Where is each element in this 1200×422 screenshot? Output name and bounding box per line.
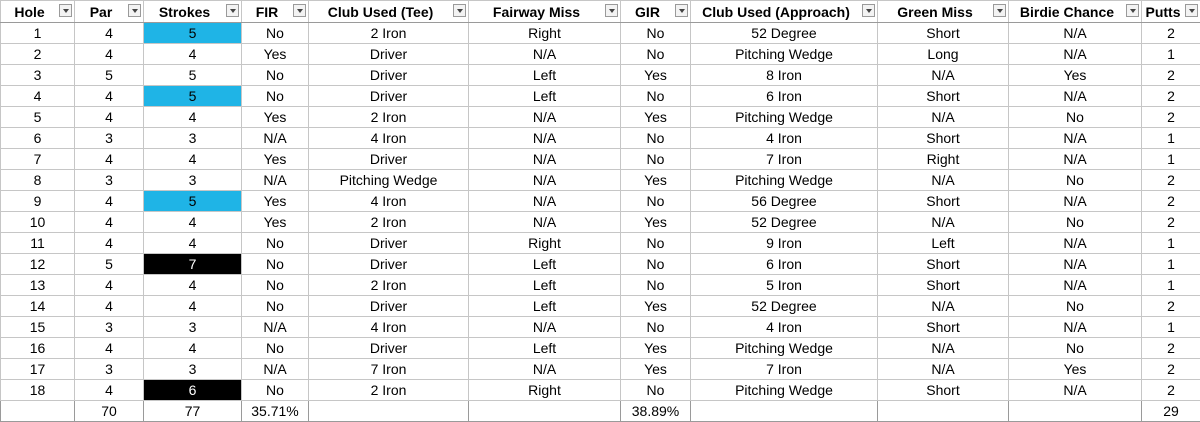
cell-putts[interactable]: 2 xyxy=(1142,170,1200,191)
filter-dropdown-icon[interactable] xyxy=(605,4,618,17)
cell-hole[interactable]: 1 xyxy=(1,23,75,44)
cell-par[interactable]: 3 xyxy=(75,128,144,149)
cell-gir[interactable]: No xyxy=(621,44,691,65)
cell-club_tee[interactable]: Driver xyxy=(309,296,469,317)
cell-fairway_miss[interactable]: N/A xyxy=(469,128,621,149)
header-row xyxy=(1,1,1200,23)
cell-hole[interactable]: 10 xyxy=(1,212,75,233)
cell-club_tee[interactable]: 2 Iron xyxy=(309,212,469,233)
cell-birdie_chance[interactable]: No xyxy=(1009,212,1142,233)
cell-club_tee[interactable]: Driver xyxy=(309,65,469,86)
header-label: Green Miss xyxy=(897,4,988,20)
cell-gir[interactable]: No xyxy=(621,23,691,44)
cell-gir[interactable]: No xyxy=(621,128,691,149)
cell-par[interactable]: 5 xyxy=(75,65,144,86)
cell-birdie_chance[interactable]: N/A xyxy=(1009,23,1142,44)
cell-fairway_miss[interactable]: Left xyxy=(469,338,621,359)
cell-par[interactable]: 4 xyxy=(75,191,144,212)
cell-fairway_miss[interactable]: Right xyxy=(469,233,621,254)
total-green_miss[interactable] xyxy=(878,401,1009,422)
header-label: Par xyxy=(90,4,129,20)
cell-fir[interactable]: No xyxy=(242,254,309,275)
cell-strokes[interactable]: 4 xyxy=(144,233,242,254)
header-green_miss xyxy=(878,1,1009,23)
filter-dropdown-icon[interactable] xyxy=(1126,4,1139,17)
cell-fir[interactable]: No xyxy=(242,65,309,86)
cell-fir[interactable]: No xyxy=(242,86,309,107)
cell-strokes[interactable]: 4 xyxy=(144,338,242,359)
cell-hole[interactable]: 11 xyxy=(1,233,75,254)
cell-fairway_miss[interactable]: Left xyxy=(469,254,621,275)
header-label: Fairway Miss xyxy=(493,4,596,20)
cell-club_tee[interactable]: Driver xyxy=(309,44,469,65)
cell-fairway_miss[interactable]: Left xyxy=(469,65,621,86)
cell-fir[interactable]: No xyxy=(242,275,309,296)
cell-hole[interactable]: 8 xyxy=(1,170,75,191)
cell-par[interactable]: 3 xyxy=(75,317,144,338)
filter-dropdown-icon[interactable] xyxy=(862,4,875,17)
cell-gir[interactable]: Yes xyxy=(621,359,691,380)
cell-birdie_chance[interactable]: N/A xyxy=(1009,86,1142,107)
cell-birdie_chance[interactable]: Yes xyxy=(1009,65,1142,86)
table-body xyxy=(1,23,1200,401)
cell-fir[interactable]: Yes xyxy=(242,149,309,170)
cell-gir[interactable]: Yes xyxy=(621,296,691,317)
cell-birdie_chance[interactable]: N/A xyxy=(1009,254,1142,275)
cell-putts[interactable]: 2 xyxy=(1142,23,1200,44)
cell-putts[interactable]: 2 xyxy=(1142,65,1200,86)
cell-par[interactable]: 4 xyxy=(75,212,144,233)
cell-fir[interactable]: N/A xyxy=(242,359,309,380)
cell-green_miss[interactable]: Right xyxy=(878,149,1009,170)
cell-fir[interactable]: No xyxy=(242,233,309,254)
cell-fir[interactable]: Yes xyxy=(242,107,309,128)
cell-par[interactable]: 4 xyxy=(75,149,144,170)
cell-hole[interactable]: 15 xyxy=(1,317,75,338)
header-hole xyxy=(1,1,75,23)
cell-club_approach[interactable]: 4 Iron xyxy=(691,317,878,338)
cell-par[interactable]: 4 xyxy=(75,275,144,296)
cell-par[interactable]: 4 xyxy=(75,296,144,317)
table-row xyxy=(1,296,1200,317)
cell-club_tee[interactable]: Pitching Wedge xyxy=(309,170,469,191)
table-row xyxy=(1,317,1200,338)
table-row xyxy=(1,170,1200,191)
header-label: Strokes xyxy=(159,4,226,20)
filter-dropdown-icon[interactable] xyxy=(128,4,141,17)
table-row xyxy=(1,212,1200,233)
cell-hole[interactable]: 5 xyxy=(1,107,75,128)
table-row xyxy=(1,233,1200,254)
header-gir xyxy=(621,1,691,23)
cell-club_tee[interactable]: Driver xyxy=(309,233,469,254)
cell-putts[interactable]: 2 xyxy=(1142,359,1200,380)
cell-birdie_chance[interactable]: No xyxy=(1009,107,1142,128)
cell-club_approach[interactable]: Pitching Wedge xyxy=(691,170,878,191)
cell-gir[interactable]: No xyxy=(621,149,691,170)
cell-club_tee[interactable]: 2 Iron xyxy=(309,107,469,128)
cell-par[interactable]: 5 xyxy=(75,254,144,275)
cell-green_miss[interactable]: N/A xyxy=(878,212,1009,233)
cell-fir[interactable]: Yes xyxy=(242,212,309,233)
cell-hole[interactable]: 3 xyxy=(1,65,75,86)
filter-dropdown-icon[interactable] xyxy=(453,4,466,17)
cell-club_approach[interactable]: 52 Degree xyxy=(691,212,878,233)
cell-putts[interactable]: 2 xyxy=(1142,212,1200,233)
table-row xyxy=(1,128,1200,149)
cell-birdie_chance[interactable]: No xyxy=(1009,170,1142,191)
cell-gir[interactable]: Yes xyxy=(621,170,691,191)
cell-green_miss[interactable]: Left xyxy=(878,233,1009,254)
cell-birdie_chance[interactable]: No xyxy=(1009,296,1142,317)
cell-putts[interactable]: 1 xyxy=(1142,254,1200,275)
cell-fir[interactable]: Yes xyxy=(242,44,309,65)
cell-birdie_chance[interactable]: N/A xyxy=(1009,380,1142,401)
cell-birdie_chance[interactable]: No xyxy=(1009,338,1142,359)
filter-dropdown-icon[interactable] xyxy=(1185,4,1198,17)
cell-birdie_chance[interactable]: N/A xyxy=(1009,149,1142,170)
cell-club_approach[interactable]: 52 Degree xyxy=(691,296,878,317)
cell-birdie_chance[interactable]: N/A xyxy=(1009,128,1142,149)
total-strokes[interactable]: 77 xyxy=(144,401,242,422)
cell-fairway_miss[interactable]: N/A xyxy=(469,317,621,338)
header-birdie_chance xyxy=(1009,1,1142,23)
table-row xyxy=(1,380,1200,401)
header-fir xyxy=(242,1,309,23)
cell-green_miss[interactable]: Short xyxy=(878,317,1009,338)
header-club_approach xyxy=(691,1,878,23)
table-row xyxy=(1,149,1200,170)
cell-club_approach[interactable]: 9 Iron xyxy=(691,233,878,254)
cell-birdie_chance[interactable]: N/A xyxy=(1009,44,1142,65)
cell-fairway_miss[interactable]: Right xyxy=(469,380,621,401)
cell-green_miss[interactable]: Long xyxy=(878,44,1009,65)
cell-fir[interactable]: N/A xyxy=(242,128,309,149)
cell-club_tee[interactable]: 2 Iron xyxy=(309,23,469,44)
cell-hole[interactable]: 13 xyxy=(1,275,75,296)
cell-club_approach[interactable]: 7 Iron xyxy=(691,149,878,170)
cell-par[interactable]: 3 xyxy=(75,359,144,380)
table-row xyxy=(1,107,1200,128)
cell-fir[interactable]: Yes xyxy=(242,191,309,212)
cell-gir[interactable]: No xyxy=(621,233,691,254)
cell-hole[interactable]: 7 xyxy=(1,149,75,170)
cell-putts[interactable]: 1 xyxy=(1142,44,1200,65)
cell-green_miss[interactable]: Short xyxy=(878,254,1009,275)
cell-club_approach[interactable]: 8 Iron xyxy=(691,65,878,86)
table-row xyxy=(1,254,1200,275)
cell-club_approach[interactable]: Pitching Wedge xyxy=(691,44,878,65)
cell-club_approach[interactable]: 6 Iron xyxy=(691,254,878,275)
table-row xyxy=(1,191,1200,212)
cell-club_approach[interactable]: 7 Iron xyxy=(691,359,878,380)
cell-green_miss[interactable]: Short xyxy=(878,128,1009,149)
header-label: Club Used (Tee) xyxy=(328,4,450,20)
cell-birdie_chance[interactable]: Yes xyxy=(1009,359,1142,380)
cell-strokes[interactable]: 4 xyxy=(144,44,242,65)
table-row xyxy=(1,86,1200,107)
cell-par[interactable]: 4 xyxy=(75,86,144,107)
cell-gir[interactable]: Yes xyxy=(621,107,691,128)
cell-gir[interactable]: Yes xyxy=(621,338,691,359)
cell-strokes[interactable]: 3 xyxy=(144,170,242,191)
cell-club_tee[interactable]: 4 Iron xyxy=(309,191,469,212)
header-label: Putts xyxy=(1146,4,1197,20)
cell-gir[interactable]: Yes xyxy=(621,65,691,86)
table-row xyxy=(1,23,1200,44)
cell-hole[interactable]: 9 xyxy=(1,191,75,212)
filter-dropdown-icon[interactable] xyxy=(675,4,688,17)
cell-club_approach[interactable]: 56 Degree xyxy=(691,191,878,212)
cell-par[interactable]: 4 xyxy=(75,44,144,65)
cell-strokes[interactable]: 5 xyxy=(144,65,242,86)
cell-putts[interactable]: 2 xyxy=(1142,191,1200,212)
header-label: GIR xyxy=(635,4,676,20)
cell-par[interactable]: 4 xyxy=(75,107,144,128)
cell-strokes[interactable]: 4 xyxy=(144,149,242,170)
filter-dropdown-icon[interactable] xyxy=(293,4,306,17)
cell-putts[interactable]: 1 xyxy=(1142,149,1200,170)
table-row xyxy=(1,338,1200,359)
cell-club_approach[interactable]: 6 Iron xyxy=(691,86,878,107)
cell-hole[interactable]: 12 xyxy=(1,254,75,275)
cell-fairway_miss[interactable]: Left xyxy=(469,296,621,317)
cell-club_tee[interactable]: 4 Iron xyxy=(309,128,469,149)
table-row xyxy=(1,275,1200,296)
cell-fairway_miss[interactable]: Left xyxy=(469,86,621,107)
filter-dropdown-icon[interactable] xyxy=(59,4,72,17)
cell-club_tee[interactable]: Driver xyxy=(309,86,469,107)
cell-fairway_miss[interactable]: N/A xyxy=(469,191,621,212)
cell-birdie_chance[interactable]: N/A xyxy=(1009,233,1142,254)
cell-gir[interactable]: No xyxy=(621,86,691,107)
filter-dropdown-icon[interactable] xyxy=(226,4,239,17)
header-par xyxy=(75,1,144,23)
header-label: Hole xyxy=(14,4,60,20)
cell-putts[interactable]: 1 xyxy=(1142,128,1200,149)
total-fir[interactable]: 35.71% xyxy=(242,401,309,422)
cell-fir[interactable]: N/A xyxy=(242,170,309,191)
cell-fairway_miss[interactable]: N/A xyxy=(469,170,621,191)
cell-putts[interactable]: 2 xyxy=(1142,296,1200,317)
cell-hole[interactable]: 18 xyxy=(1,380,75,401)
header-label: Birdie Chance xyxy=(1020,4,1130,20)
cell-strokes[interactable]: 3 xyxy=(144,317,242,338)
cell-green_miss[interactable]: N/A xyxy=(878,359,1009,380)
total-putts[interactable]: 29 xyxy=(1142,401,1200,422)
cell-green_miss[interactable]: N/A xyxy=(878,65,1009,86)
cell-gir[interactable]: No xyxy=(621,191,691,212)
cell-club_tee[interactable]: 2 Iron xyxy=(309,380,469,401)
cell-strokes[interactable]: 4 xyxy=(144,296,242,317)
cell-green_miss[interactable]: Short xyxy=(878,275,1009,296)
cell-hole[interactable]: 2 xyxy=(1,44,75,65)
cell-club_tee[interactable]: 2 Iron xyxy=(309,275,469,296)
total-gir[interactable]: 38.89% xyxy=(621,401,691,422)
cell-fir[interactable]: No xyxy=(242,23,309,44)
cell-club_tee[interactable]: 7 Iron xyxy=(309,359,469,380)
cell-putts[interactable]: 2 xyxy=(1142,107,1200,128)
total-club_tee[interactable] xyxy=(309,401,469,422)
cell-hole[interactable]: 6 xyxy=(1,128,75,149)
cell-club_tee[interactable]: Driver xyxy=(309,338,469,359)
total-par[interactable]: 70 xyxy=(75,401,144,422)
cell-fairway_miss[interactable]: Left xyxy=(469,275,621,296)
totals-row xyxy=(1,401,1200,422)
cell-strokes[interactable]: 5 xyxy=(144,23,242,44)
total-club_approach[interactable] xyxy=(691,401,878,422)
cell-gir[interactable]: Yes xyxy=(621,212,691,233)
cell-putts[interactable]: 1 xyxy=(1142,233,1200,254)
cell-gir[interactable]: No xyxy=(621,275,691,296)
cell-strokes[interactable]: 3 xyxy=(144,128,242,149)
cell-putts[interactable]: 2 xyxy=(1142,338,1200,359)
filter-dropdown-icon[interactable] xyxy=(993,4,1006,17)
table-row xyxy=(1,359,1200,380)
cell-fairway_miss[interactable]: N/A xyxy=(469,359,621,380)
cell-fir[interactable]: No xyxy=(242,338,309,359)
cell-fir[interactable]: N/A xyxy=(242,317,309,338)
cell-par[interactable]: 4 xyxy=(75,23,144,44)
cell-strokes[interactable]: 5 xyxy=(144,191,242,212)
cell-green_miss[interactable]: N/A xyxy=(878,338,1009,359)
total-fairway_miss[interactable] xyxy=(469,401,621,422)
cell-club_approach[interactable]: 4 Iron xyxy=(691,128,878,149)
cell-fairway_miss[interactable]: N/A xyxy=(469,212,621,233)
cell-strokes[interactable]: 6 xyxy=(144,380,242,401)
cell-gir[interactable]: No xyxy=(621,380,691,401)
cell-green_miss[interactable]: Short xyxy=(878,191,1009,212)
cell-club_approach[interactable]: 52 Degree xyxy=(691,23,878,44)
cell-hole[interactable]: 16 xyxy=(1,338,75,359)
cell-green_miss[interactable]: Short xyxy=(878,380,1009,401)
cell-fairway_miss[interactable]: N/A xyxy=(469,44,621,65)
cell-club_approach[interactable]: Pitching Wedge xyxy=(691,107,878,128)
header-fairway_miss xyxy=(469,1,621,23)
cell-putts[interactable]: 2 xyxy=(1142,86,1200,107)
cell-fir[interactable]: No xyxy=(242,380,309,401)
table-row xyxy=(1,44,1200,65)
cell-club_approach[interactable]: Pitching Wedge xyxy=(691,338,878,359)
cell-green_miss[interactable]: Short xyxy=(878,23,1009,44)
header-strokes xyxy=(144,1,242,23)
cell-putts[interactable]: 1 xyxy=(1142,317,1200,338)
table-row xyxy=(1,65,1200,86)
header-club_tee xyxy=(309,1,469,23)
cell-strokes[interactable]: 4 xyxy=(144,275,242,296)
cell-par[interactable]: 4 xyxy=(75,380,144,401)
cell-club_tee[interactable]: Driver xyxy=(309,254,469,275)
cell-green_miss[interactable]: N/A xyxy=(878,107,1009,128)
cell-par[interactable]: 4 xyxy=(75,233,144,254)
cell-putts[interactable]: 2 xyxy=(1142,380,1200,401)
header-label: FIR xyxy=(256,4,295,20)
total-birdie_chance[interactable] xyxy=(1009,401,1142,422)
cell-fir[interactable]: No xyxy=(242,296,309,317)
cell-gir[interactable]: No xyxy=(621,317,691,338)
cell-club_tee[interactable]: 4 Iron xyxy=(309,317,469,338)
cell-fairway_miss[interactable]: N/A xyxy=(469,107,621,128)
cell-par[interactable]: 4 xyxy=(75,338,144,359)
cell-strokes[interactable]: 5 xyxy=(144,86,242,107)
cell-par[interactable]: 3 xyxy=(75,170,144,191)
cell-green_miss[interactable]: N/A xyxy=(878,296,1009,317)
cell-club_approach[interactable]: 5 Iron xyxy=(691,275,878,296)
header-label: Club Used (Approach) xyxy=(702,4,866,20)
cell-hole[interactable]: 17 xyxy=(1,359,75,380)
cell-birdie_chance[interactable]: N/A xyxy=(1009,275,1142,296)
cell-green_miss[interactable]: N/A xyxy=(878,170,1009,191)
cell-strokes[interactable]: 7 xyxy=(144,254,242,275)
cell-green_miss[interactable]: Short xyxy=(878,86,1009,107)
cell-birdie_chance[interactable]: N/A xyxy=(1009,317,1142,338)
cell-hole[interactable]: 4 xyxy=(1,86,75,107)
cell-strokes[interactable]: 4 xyxy=(144,212,242,233)
total-hole[interactable] xyxy=(1,401,75,422)
cell-fairway_miss[interactable]: N/A xyxy=(469,149,621,170)
cell-putts[interactable]: 1 xyxy=(1142,275,1200,296)
header-putts xyxy=(1142,1,1200,23)
cell-strokes[interactable]: 3 xyxy=(144,359,242,380)
cell-strokes[interactable]: 4 xyxy=(144,107,242,128)
cell-club_tee[interactable]: Driver xyxy=(309,149,469,170)
cell-fairway_miss[interactable]: Right xyxy=(469,23,621,44)
cell-club_approach[interactable]: Pitching Wedge xyxy=(691,380,878,401)
cell-birdie_chance[interactable]: N/A xyxy=(1009,191,1142,212)
cell-hole[interactable]: 14 xyxy=(1,296,75,317)
cell-gir[interactable]: No xyxy=(621,254,691,275)
